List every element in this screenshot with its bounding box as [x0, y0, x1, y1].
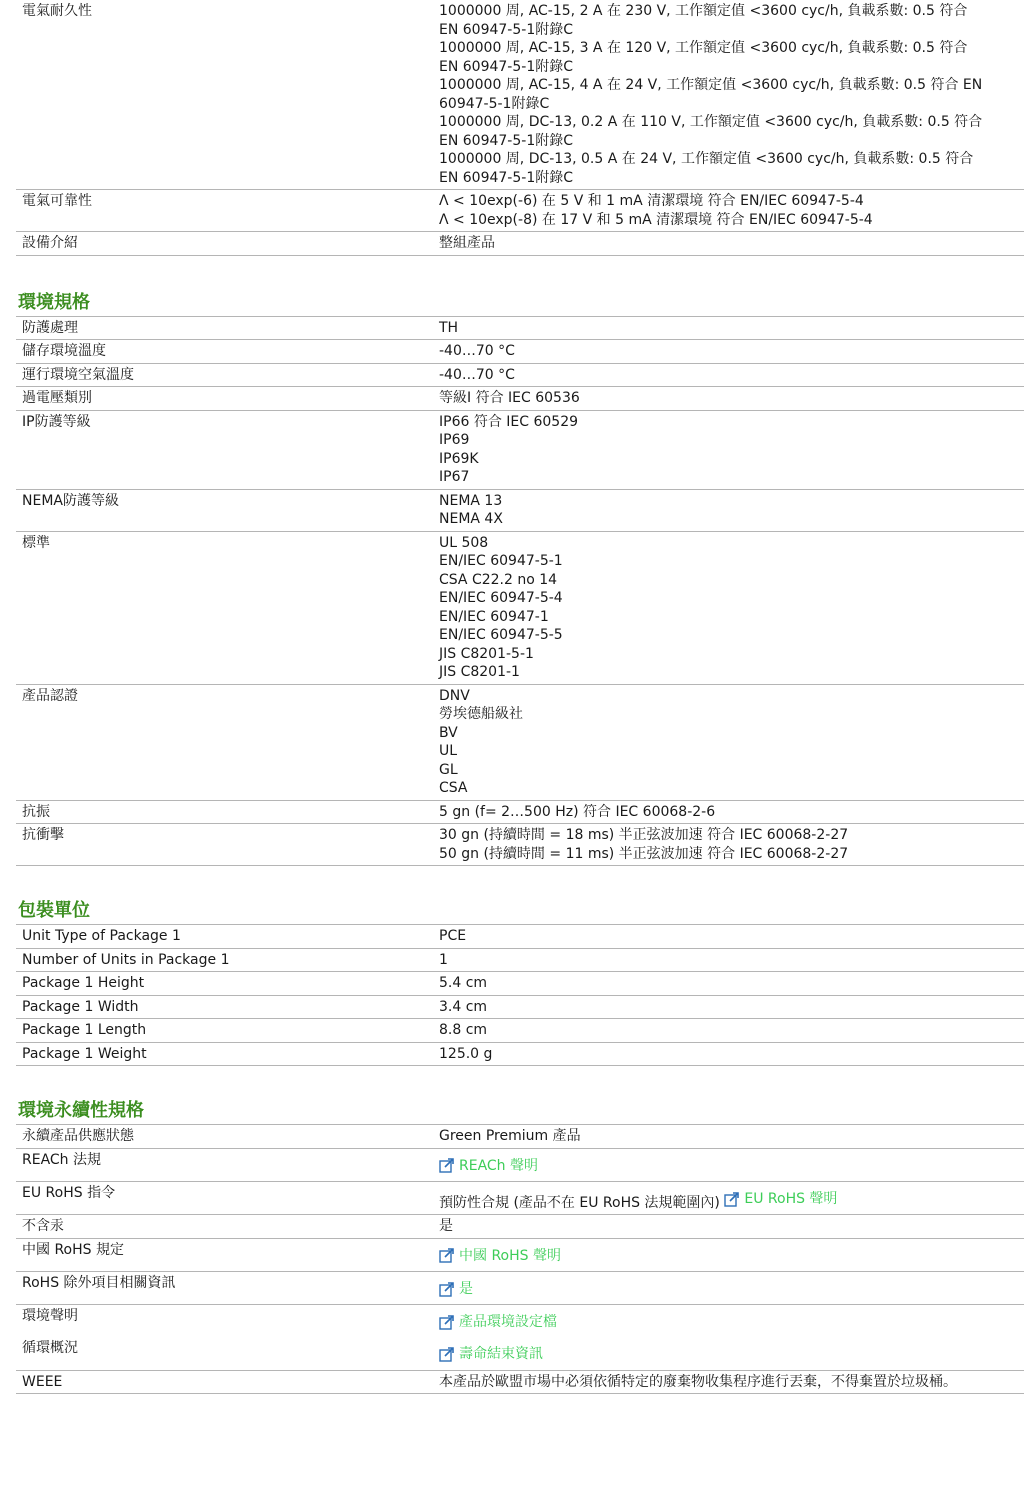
- environment-table: [16, 316, 1024, 867]
- table-row: [16, 1019, 1024, 1043]
- value-line: CSA: [439, 780, 468, 796]
- china-rohs-declaration-link[interactable]: [439, 1247, 561, 1266]
- environmental-profile-link[interactable]: [439, 1313, 557, 1332]
- table-row: [16, 0, 1024, 190]
- row-label: 標準: [22, 534, 50, 551]
- row-value: [431, 972, 1024, 995]
- value-line: Λ < 10exp(-8) 在 17 V 和 5 mA 清潔環境 符合 EN/IEC 60947-5-4: [439, 211, 873, 228]
- row-value: [431, 1239, 1024, 1271]
- row-value: [431, 949, 1024, 972]
- row-value: [431, 387, 1024, 410]
- value-line: EN 60947-5-1附錄C: [439, 169, 573, 186]
- table-row: [16, 949, 1024, 973]
- table-row: [16, 824, 1024, 866]
- row-label: Package 1 Height: [22, 975, 145, 991]
- value-line: EN 60947-5-1附錄C: [439, 21, 573, 38]
- table-row: [16, 316, 1024, 341]
- row-label: 不含汞: [22, 1218, 64, 1234]
- value-line: UL: [439, 743, 458, 759]
- value-line: TH: [439, 319, 459, 336]
- external-link-icon: [439, 1248, 456, 1263]
- table-row: [16, 685, 1024, 801]
- row-label: 電氣可靠性: [22, 193, 92, 209]
- reach-declaration-link[interactable]: [439, 1157, 538, 1176]
- row-label: RoHS 除外項目相關資訊: [22, 1274, 176, 1291]
- table-row: [16, 364, 1024, 388]
- table-row: [16, 801, 1024, 825]
- row-value: [431, 232, 1024, 255]
- table-row: [16, 1182, 1024, 1215]
- row-label: Package 1 Width: [22, 998, 139, 1015]
- table-row: [16, 996, 1024, 1020]
- row-label: 過電壓類別: [22, 390, 92, 406]
- table-row: [16, 1371, 1024, 1395]
- link-label: 是: [459, 1280, 473, 1297]
- external-link-icon: [439, 1282, 456, 1297]
- link-label: 中國 RoHS 聲明: [459, 1247, 561, 1264]
- packaging-table: [16, 924, 1024, 1066]
- value-line: EN 60947-5-1附錄C: [439, 58, 573, 75]
- row-label: Number of Units in Package 1: [22, 951, 230, 968]
- table-row: [16, 190, 1024, 232]
- row-value: [431, 1272, 1024, 1304]
- row-value: [431, 340, 1024, 363]
- row-label: IP防護等級: [22, 413, 91, 430]
- section-title-sustainability: 環境永續性規格: [18, 1100, 144, 1121]
- value-line: GL: [439, 761, 458, 778]
- row-value: [431, 1337, 1024, 1369]
- value-line: CSA C22.2 no 14: [439, 571, 558, 588]
- value-line: 勞埃德船級社: [439, 706, 523, 722]
- value-line: 8.8 cm: [439, 1022, 488, 1038]
- table-row: [16, 1272, 1024, 1305]
- row-value: [431, 1305, 1024, 1337]
- table-row: [16, 232, 1024, 256]
- value-line: EN 60947-5-1附錄C: [439, 132, 573, 149]
- row-label: Package 1 Weight: [22, 1045, 147, 1062]
- value-line: EN/IEC 60947-5-1: [439, 553, 563, 569]
- value-line: JIS C8201-5-1: [439, 645, 534, 662]
- row-label: 儲存環境溫度: [22, 343, 106, 359]
- section-title-environment: 環境規格: [18, 291, 90, 313]
- external-link-icon: [724, 1192, 741, 1207]
- table-row: [16, 490, 1024, 532]
- row-value: [431, 190, 1024, 231]
- row-label: 運行環境空氣溫度: [22, 366, 134, 383]
- row-value: [431, 801, 1024, 824]
- row-label: 防護處理: [22, 319, 78, 336]
- row-value: [431, 996, 1024, 1019]
- value-line: 整組產品: [439, 235, 495, 251]
- value-line: 60947-5-1附錄C: [439, 95, 550, 112]
- table-row: [16, 411, 1024, 490]
- link-label: REACh 聲明: [459, 1157, 539, 1174]
- table-row: [16, 1305, 1024, 1337]
- table-row: [16, 1337, 1024, 1370]
- value-line: DNV: [439, 687, 470, 704]
- value-line: EN/IEC 60947-5-4: [439, 590, 563, 606]
- table-row: [16, 387, 1024, 411]
- table-row: [16, 1215, 1024, 1239]
- row-label: Unit Type of Package 1: [22, 928, 181, 944]
- row-value: [431, 1019, 1024, 1042]
- row-label: Package 1 Length: [22, 1022, 147, 1038]
- row-label: 永續產品供應狀態: [22, 1128, 134, 1144]
- row-value: 是: [439, 1218, 453, 1234]
- table-row: [16, 532, 1024, 685]
- row-label: 設備介紹: [22, 235, 78, 251]
- value-line: EN/IEC 60947-5-5: [439, 627, 563, 643]
- row-value: [431, 317, 1024, 340]
- sustainability-table: [16, 1124, 1024, 1394]
- value-line: 1000000 周, AC-15, 4 A 在 24 V, 工作額定值 <3600 cyc/h, 負載系數: 0.5 符合 EN: [439, 77, 983, 93]
- value-line: 30 gn (持續時間 = 18 ms) 半正弦波加速 符合 IEC 60068-2-27: [439, 827, 849, 843]
- external-link-icon: [439, 1347, 456, 1362]
- value-line: IP69K: [439, 450, 479, 467]
- row-label: 環境聲明: [22, 1308, 78, 1324]
- value-line: -40…70 °C: [439, 366, 515, 383]
- row-label: 抗振: [22, 803, 50, 820]
- table-row: [16, 1043, 1024, 1067]
- row-label: EU RoHS 指令: [22, 1184, 116, 1201]
- value-line: 1000000 周, DC-13, 0.2 A 在 110 V, 工作額定值 <3600 cyc/h, 負載系數: 0.5 符合: [439, 114, 983, 130]
- eu-rohs-declaration-link[interactable]: [724, 1190, 837, 1209]
- external-link-icon: [439, 1315, 456, 1330]
- value-line: 3.4 cm: [439, 998, 488, 1015]
- row-value: [431, 1182, 1024, 1214]
- table-row: [16, 1239, 1024, 1272]
- value-line: EN/IEC 60947-1: [439, 608, 549, 625]
- row-label: 中國 RoHS 規定: [22, 1241, 124, 1258]
- row-value: [431, 490, 1024, 531]
- value-line: 5.4 cm: [439, 975, 488, 991]
- link-label: EU RoHS 聲明: [744, 1190, 838, 1207]
- end-of-life-link[interactable]: [439, 1345, 543, 1364]
- row-label: 電氣耐久性: [22, 3, 92, 19]
- value-line: UL 508: [439, 534, 489, 551]
- row-label: REACh 法規: [22, 1151, 102, 1168]
- row-value: [431, 0, 1024, 189]
- table-row: [16, 924, 1024, 949]
- row-value: [431, 1149, 1024, 1181]
- link-label: 壽命結束資訊: [459, 1346, 543, 1363]
- value-line: 1000000 周, AC-15, 2 A 在 230 V, 工作額定值 <3600 cyc/h, 負載系數: 0.5 符合: [439, 3, 968, 19]
- table-row: [16, 1149, 1024, 1182]
- row-value: [431, 411, 1024, 489]
- product-datasheet: [16, 0, 1024, 1394]
- row-value: [431, 824, 1024, 865]
- row-label: WEEE: [22, 1373, 63, 1390]
- value-line: IP66 符合 IEC 60529: [439, 413, 579, 430]
- table-row: [16, 1124, 1024, 1149]
- external-link-icon: [439, 1158, 456, 1173]
- value-line: NEMA 13: [439, 492, 503, 509]
- value-line: BV: [439, 724, 458, 741]
- eu-rohs-text: 預防性合規 (產品不在 EU RoHS 法規範圍內): [439, 1194, 720, 1211]
- value-line: 50 gn (持續時間 = 11 ms) 半正弦波加速 符合 IEC 60068-2-27: [439, 845, 849, 862]
- row-label: NEMA防護等級: [22, 492, 119, 509]
- link-label: 產品環境設定檔: [459, 1314, 557, 1330]
- row-label: 循環概況: [22, 1340, 78, 1357]
- row-value: [431, 1371, 1024, 1394]
- row-value: [431, 685, 1024, 800]
- value-line: IP67: [439, 469, 470, 485]
- rohs-exemption-link[interactable]: [439, 1280, 473, 1299]
- row-value: [431, 532, 1024, 684]
- row-value: [431, 925, 1024, 948]
- value-line: 1000000 周, DC-13, 0.5 A 在 24 V, 工作額定值 <3600 cyc/h, 負載系數: 0.5 符合: [439, 151, 974, 167]
- value-line: 1: [439, 951, 448, 968]
- value-line: -40…70 °C: [439, 343, 515, 359]
- row-label: 抗衝擊: [22, 827, 64, 843]
- value-line: Λ < 10exp(-6) 在 5 V 和 1 mA 清潔環境 符合 EN/IEC 60947-5-4: [439, 193, 864, 209]
- table-row: [16, 972, 1024, 996]
- electrical-table: [16, 0, 1024, 256]
- value-line: 等級I 符合 IEC 60536: [439, 390, 580, 406]
- section-title-packaging: 包裝單位: [18, 900, 90, 921]
- value-line: NEMA 4X: [439, 511, 503, 527]
- value-line: 125.0 g: [439, 1045, 493, 1062]
- value-line: JIS C8201-1: [439, 664, 520, 680]
- value-line: PCE: [439, 928, 467, 944]
- weee-text: 本產品於歐盟市場中必須依循特定的廢棄物收集程序進行丟棄，不得棄置於垃圾桶。: [439, 1373, 957, 1390]
- row-value: [431, 1043, 1024, 1066]
- value-line: 5 gn (f= 2…500 Hz) 符合 IEC 60068-2-6: [439, 803, 716, 820]
- value-line: 1000000 周, AC-15, 3 A 在 120 V, 工作額定值 <3600 cyc/h, 負載系數: 0.5 符合: [439, 40, 968, 56]
- row-label: 產品認證: [22, 687, 78, 704]
- row-value: [431, 364, 1024, 387]
- row-value: Green Premium 產品: [439, 1128, 581, 1144]
- table-row: [16, 340, 1024, 364]
- value-line: IP69: [439, 432, 470, 448]
